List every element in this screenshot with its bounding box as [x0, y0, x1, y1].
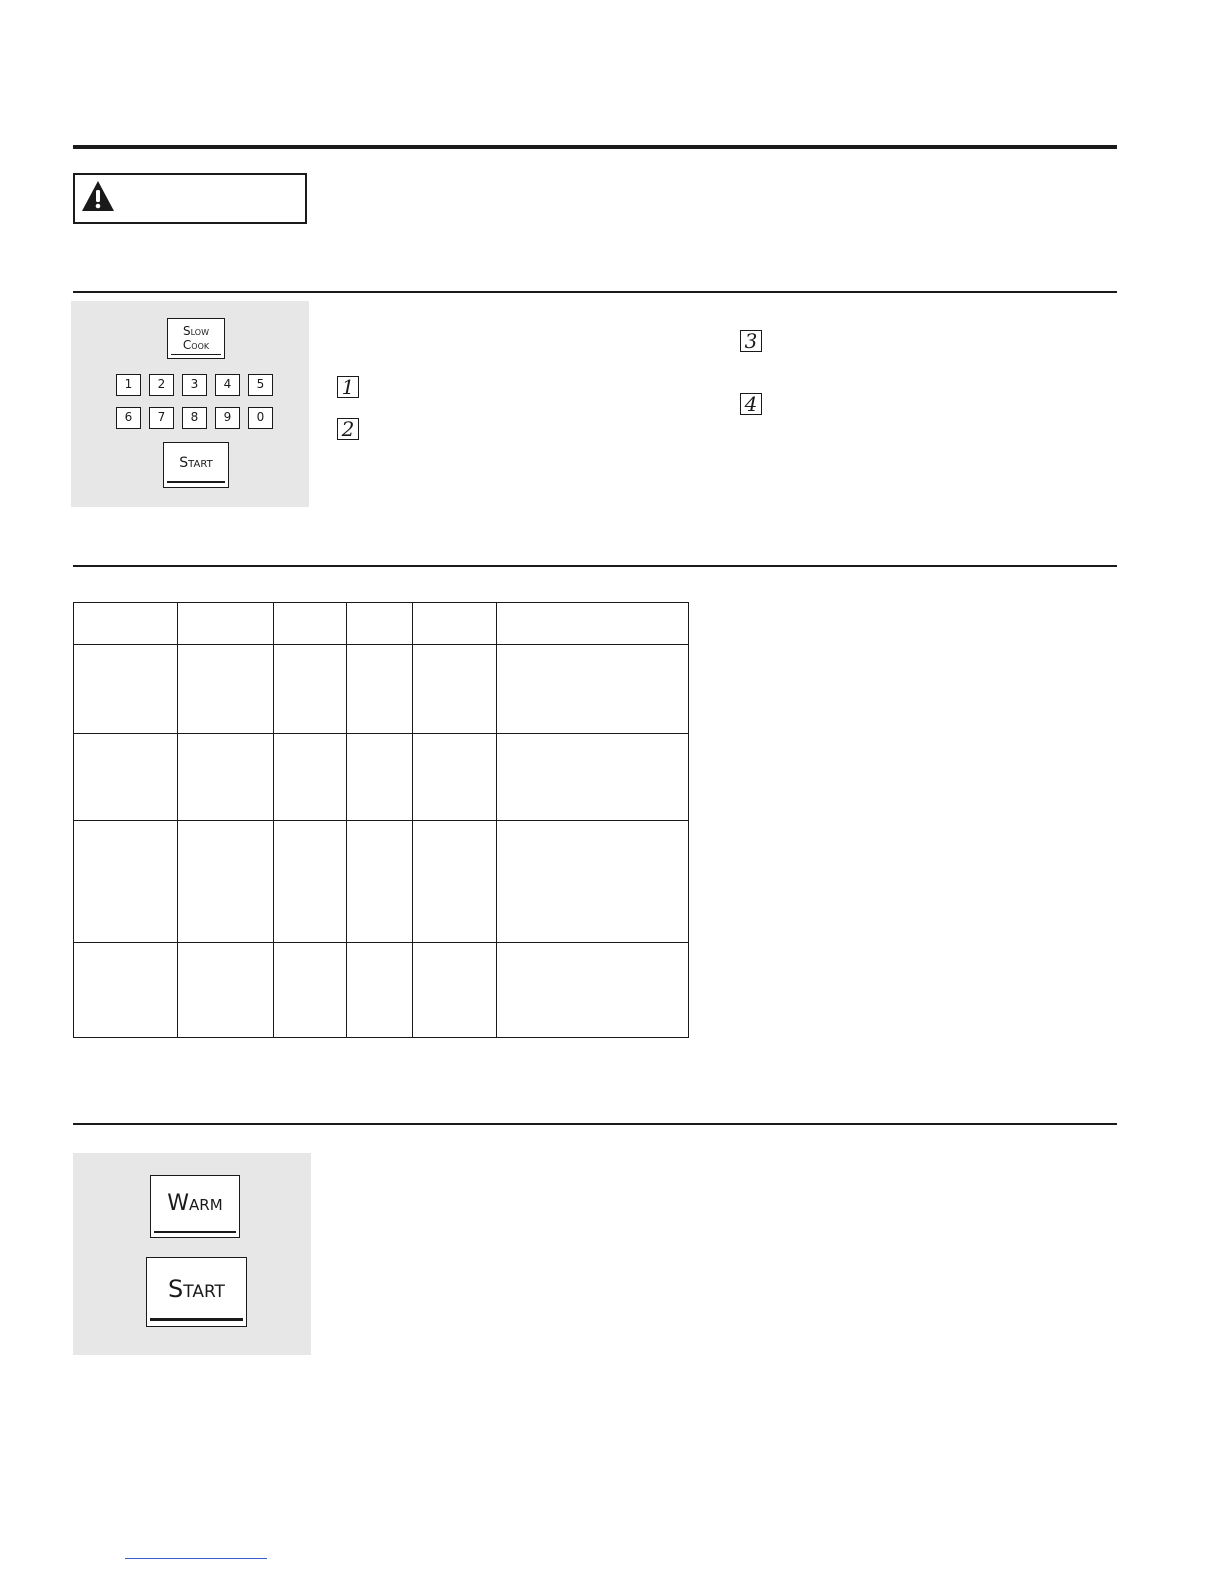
warning-triangle-icon [81, 179, 115, 213]
table-cell [178, 821, 274, 943]
section-rule-table [73, 565, 1117, 567]
number-key-4[interactable]: 4 [215, 374, 240, 396]
table-cell [413, 943, 497, 1038]
number-key-0[interactable]: 0 [248, 407, 273, 429]
table-cell [497, 943, 689, 1038]
number-key-1[interactable]: 1 [116, 374, 141, 396]
start-label: Start [168, 1275, 225, 1303]
table-cell [413, 821, 497, 943]
number-key-7[interactable]: 7 [149, 407, 174, 429]
cooking-table [73, 602, 689, 1038]
step-1-marker: 1 [337, 376, 359, 398]
number-key-8[interactable]: 8 [182, 407, 207, 429]
table-cell [178, 734, 274, 821]
slow-cook-label-line2: Cook [182, 338, 210, 352]
number-key-2[interactable]: 2 [149, 374, 174, 396]
start-label: Start [179, 455, 213, 471]
table-cell [347, 943, 413, 1038]
number-key-6[interactable]: 6 [116, 407, 141, 429]
table-cell [274, 943, 347, 1038]
key-underline [171, 354, 221, 355]
table-cell [497, 734, 689, 821]
table-cell [274, 734, 347, 821]
table-cell [497, 821, 689, 943]
table-cell [413, 645, 497, 734]
slow-cook-button[interactable] [167, 318, 225, 359]
warm-button[interactable] [150, 1175, 240, 1238]
slow-cook-control-panel [71, 301, 309, 507]
slow-cook-label-line1: Slow [183, 324, 209, 338]
warning-box [73, 173, 307, 224]
table-row [74, 943, 689, 1038]
table-cell [74, 603, 178, 645]
key-underline [154, 1231, 236, 1233]
key-underline [167, 481, 225, 483]
table-cell [178, 645, 274, 734]
table-cell [74, 821, 178, 943]
table-cell [274, 821, 347, 943]
table-cell [74, 943, 178, 1038]
table-row [74, 645, 689, 734]
table-cell [413, 603, 497, 645]
table-cell [178, 943, 274, 1038]
table-header-row [74, 603, 689, 645]
number-key-3[interactable]: 3 [182, 374, 207, 396]
table-cell [347, 734, 413, 821]
number-key-9[interactable]: 9 [215, 407, 240, 429]
step-2-marker: 2 [337, 418, 359, 440]
step-4-marker: 4 [740, 393, 762, 415]
table-cell [347, 603, 413, 645]
table-row [74, 821, 689, 943]
table-cell [178, 603, 274, 645]
table-cell [274, 645, 347, 734]
start-button[interactable] [163, 442, 229, 488]
warm-control-panel [73, 1153, 311, 1355]
footer-link-underline[interactable] [125, 1558, 267, 1559]
header-rule [73, 145, 1117, 149]
table-cell [74, 734, 178, 821]
key-underline [150, 1318, 243, 1321]
table-cell [497, 645, 689, 734]
table-cell [497, 603, 689, 645]
table-cell [413, 734, 497, 821]
section-rule-warm [73, 1123, 1117, 1125]
start-button-warm[interactable] [146, 1257, 247, 1327]
table-cell [74, 645, 178, 734]
step-3-marker: 3 [740, 330, 762, 352]
table-cell [274, 603, 347, 645]
table-cell [347, 645, 413, 734]
section-rule-slow-cook [73, 291, 1117, 293]
table-row [74, 734, 689, 821]
table-cell [347, 821, 413, 943]
number-key-5[interactable]: 5 [248, 374, 273, 396]
warm-label: Warm [167, 1191, 223, 1216]
